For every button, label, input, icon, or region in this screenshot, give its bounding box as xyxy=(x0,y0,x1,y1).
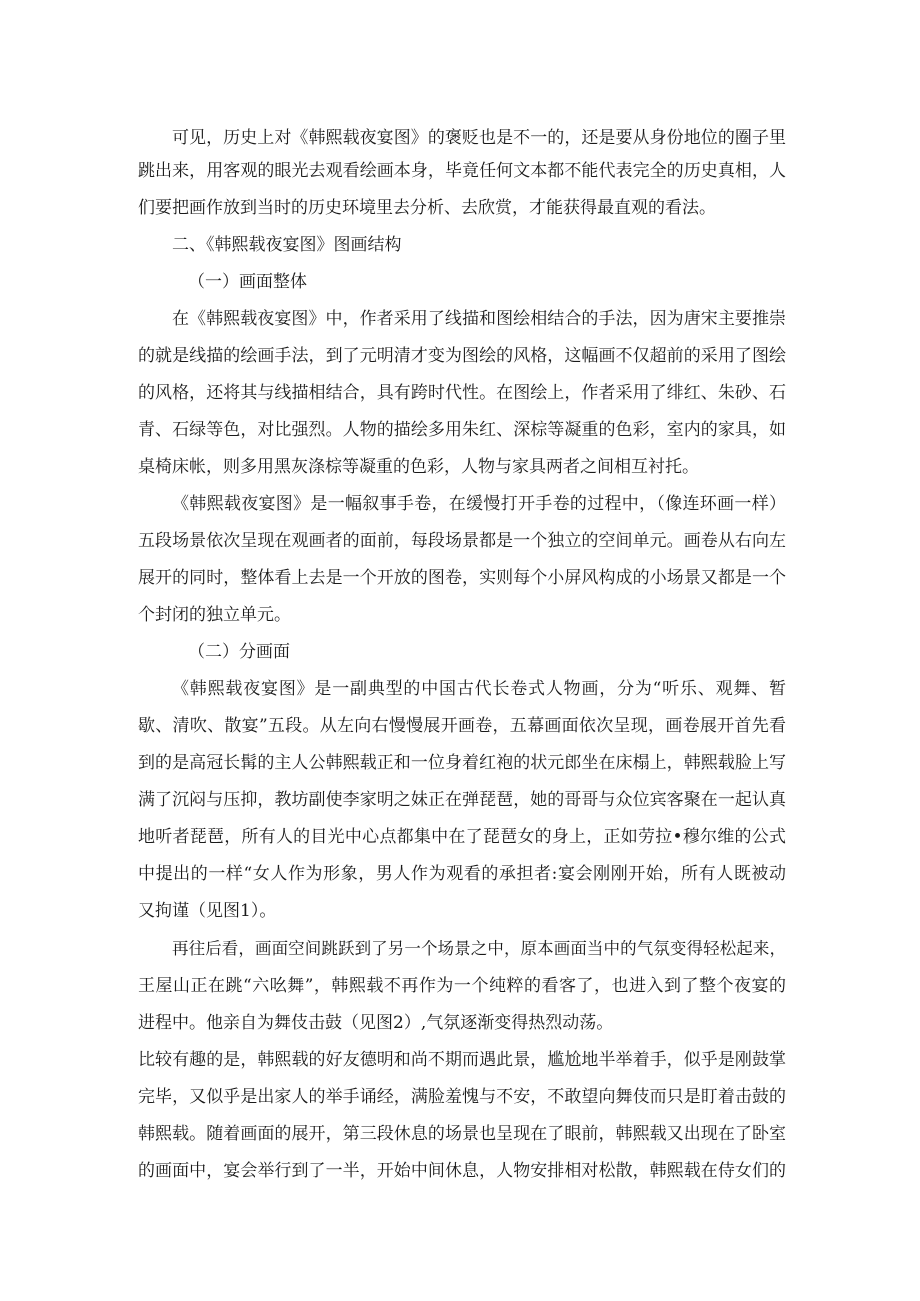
paragraph-line: 跳出来，用客观的眼光去观看绘画本身，毕竟任何文本都不能代表完全的历史真相，人 xyxy=(138,161,786,181)
paragraph-line: 歇、清吹、散宴”五段。从左向右慢慢展开画卷，五幕画面依次呈现，画卷展开首先看 xyxy=(138,716,786,736)
paragraph-line: 韩熙载。随着画面的展开，第三段休息的场景也呈现在了眼前，韩熙载又出现在了卧室 xyxy=(138,1124,786,1144)
paragraph-line: 的画面中，宴会举行到了一半，开始中间休息，人物安排相对松散，韩熙载在侍女们的 xyxy=(138,1161,786,1181)
paragraph-line: 的风格，还将其与线描相结合，具有跨时代性。在图绘上，作者采用了绯红、朱砂、石 xyxy=(138,383,786,403)
paragraph-line: 《韩熙载夜宴图》是一幅叙事手卷，在缓慢打开手卷的过程中，（像连环画一样） xyxy=(172,494,786,514)
paragraph-line: 青、石绿等色，对比强烈。人物的描绘多用朱红、深棕等凝重的色彩，室内的家具，如 xyxy=(138,420,786,440)
paragraph-line: 地听者琵琶，所有人的目光中心点都集中在了琵琶女的身上，正如劳拉•穆尔维的公式 xyxy=(138,827,786,847)
paragraph-line: 又拘谨（见图1）。 xyxy=(138,901,277,921)
subsection-heading: （一）画面整体 xyxy=(188,272,307,292)
paragraph-line: 进程中。他亲自为舞伎击鼓（见图2）,气氛逐渐变得热烈动荡。 xyxy=(138,1013,614,1033)
paragraph-line: 五段场景依次呈现在观画者的面前，每段场景都是一个独立的空间单元。画卷从右向左 xyxy=(138,531,786,551)
paragraph-line: 桌椅床帐，则多用黑灰涤棕等凝重的色彩，人物与家具两者之间相互衬托。 xyxy=(138,457,699,477)
paragraph-line: 满了沉闷与压抑，教坊副使李家明之妹正在弹琵琶，她的哥哥与众位宾客聚在一起认真 xyxy=(138,790,786,810)
paragraph-line: 在《韩熙载夜宴图》中，作者采用了线描和图绘相结合的手法，因为唐宋主要推崇 xyxy=(172,309,786,329)
paragraph-line: 可见，历史上对《韩熙载夜宴图》的褒贬也是不一的，还是要从身份地位的圈子里 xyxy=(172,128,786,148)
paragraph-line: 中提出的一样“女人作为形象，男人作为观看的承担者:宴会刚刚开始，所有人既被动 xyxy=(138,864,786,884)
paragraph-line: 王屋山正在跳“六吆舞”，韩熙载不再作为一个纯粹的看客了，也进入到了整个夜宴的 xyxy=(138,976,786,996)
paragraph-line: 比较有趣的是，韩熙载的好友德明和尚不期而遇此景，尴尬地半举着手，似乎是刚鼓掌 xyxy=(138,1050,786,1070)
paragraph-line: 的就是线描的绘画手法，到了元明清才变为图绘的风格，这幅画不仅超前的采用了图绘 xyxy=(138,346,786,366)
paragraph-line: 完毕，又似乎是出家人的举手诵经，满脸羞愧与不安，不敢望向舞伎而只是盯着击鼓的 xyxy=(138,1087,786,1107)
paragraph-line: 们要把画作放到当时的历史环境里去分析、去欣赏，才能获得最直观的看法。 xyxy=(138,198,716,218)
subsection-heading: （二）分画面 xyxy=(188,642,290,662)
paragraph-line: 个封闭的独立单元。 xyxy=(138,605,291,625)
paragraph-line: 再往后看，画面空间跳跃到了另一个场景之中，原本画面当中的气氛变得轻松起来， xyxy=(172,939,786,958)
paragraph-line: 《韩熙载夜宴图》是一副典型的中国古代长卷式人物画，分为“听乐、观舞、暂 xyxy=(172,679,786,699)
section-heading: 二、《韩熙载夜宴图》图画结构 xyxy=(172,235,402,255)
paragraph-line: 到的是高冠长髯的主人公韩熙载正和一位身着红袍的状元郎坐在床榻上，韩熙载脸上写 xyxy=(138,753,786,773)
paragraph-line: 展开的同时，整体看上去是一个开放的图卷，实则每个小屏风构成的小场景又都是一个 xyxy=(138,568,786,588)
